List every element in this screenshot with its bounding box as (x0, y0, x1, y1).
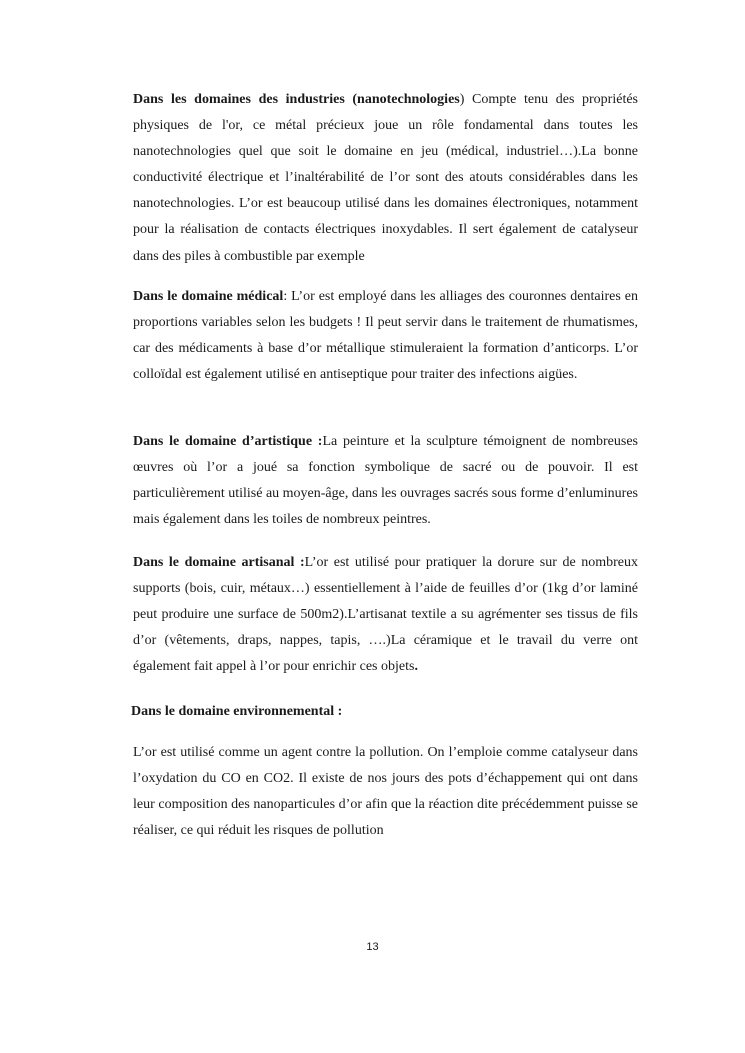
section-heading-environment: Dans le domaine environnemental : (131, 704, 343, 719)
paragraph-heading: Dans le domaine artisanal : (133, 555, 305, 570)
paragraph-body: La peinture et la sculpture témoignent de nombreuses œuvres où l’or a joué sa fonction symbolique de sacré ou de pouvoir. Il est particulièrement utilisé au moyen-âge, dans les ouvrages sacrés sous forme d’enluminures mais également dans les toiles de nombreux peintres. (133, 434, 639, 528)
page-number: 13 (366, 941, 379, 953)
paragraph-environment: L’or est utilisé comme un agent contre la pollution. On l’emploie comme catalyseur dans l’oxydation du CO en CO2. Il existe de nos jours des pots d’échappement qui ont dans leur composition des nanoparticules d’or afin que la réaction dite précédemment puisse se réaliser, ce qui réduit les risques de pollution (133, 745, 638, 839)
paragraph-artisanal (133, 550, 638, 680)
paragraph-heading: Dans le domaine médical (133, 289, 284, 304)
paragraph-trailing-punctuation: . (414, 659, 418, 675)
paragraph-heading: Dans les domaines des industries (nanotechnologies (133, 92, 460, 107)
paragraph-body: L’or est utilisé pour pratiquer la dorure sur de nombreux supports (bois, cuir, métaux…) essentiellement à l’aide de feuilles d’or (1kg d’or laminé peut produire une surface de 500m2).L’artisanat textile a su agrémenter ses tissus de fils d’or (vêtements, draps, nappes, tapis, ….)La céramique et le travail du verre ont également fait appel à l’or pour enrichir ces objets (133, 555, 638, 675)
paragraph-body: ) Compte tenu des propriétés physiques de l'or, ce métal précieux joue un rôle fondamental dans toutes les nanotechnologies quel que soit le domaine en jeu (médical, industriel…).La bonne conductivité électrique et l’inaltérabilité de l’or sont des atouts considérables dans les nanotechnologies. L’or est beaucoup utilisé dans les domaines électroniques, notamment pour la réalisation de contacts électriques inoxydables. Il sert également de catalyseur dans des piles à combustible par exemple (133, 92, 639, 264)
paragraph-artistic (133, 429, 638, 533)
paragraph-heading: Dans le domaine d’artistique : (133, 434, 323, 449)
paragraph-industries (133, 87, 638, 270)
paragraph-body: : L’or est employé dans les alliages des couronnes dentaires en proportions variables selon les budgets ! Il peut servir dans le traitement de rhumatismes, car des médicaments à base d’or métallique stimuleraient la formation d’anticorps. L’or colloïdal est également utilisé en antiseptique pour traiter des infections aigües. (133, 289, 638, 383)
paragraph-medical (133, 284, 638, 388)
